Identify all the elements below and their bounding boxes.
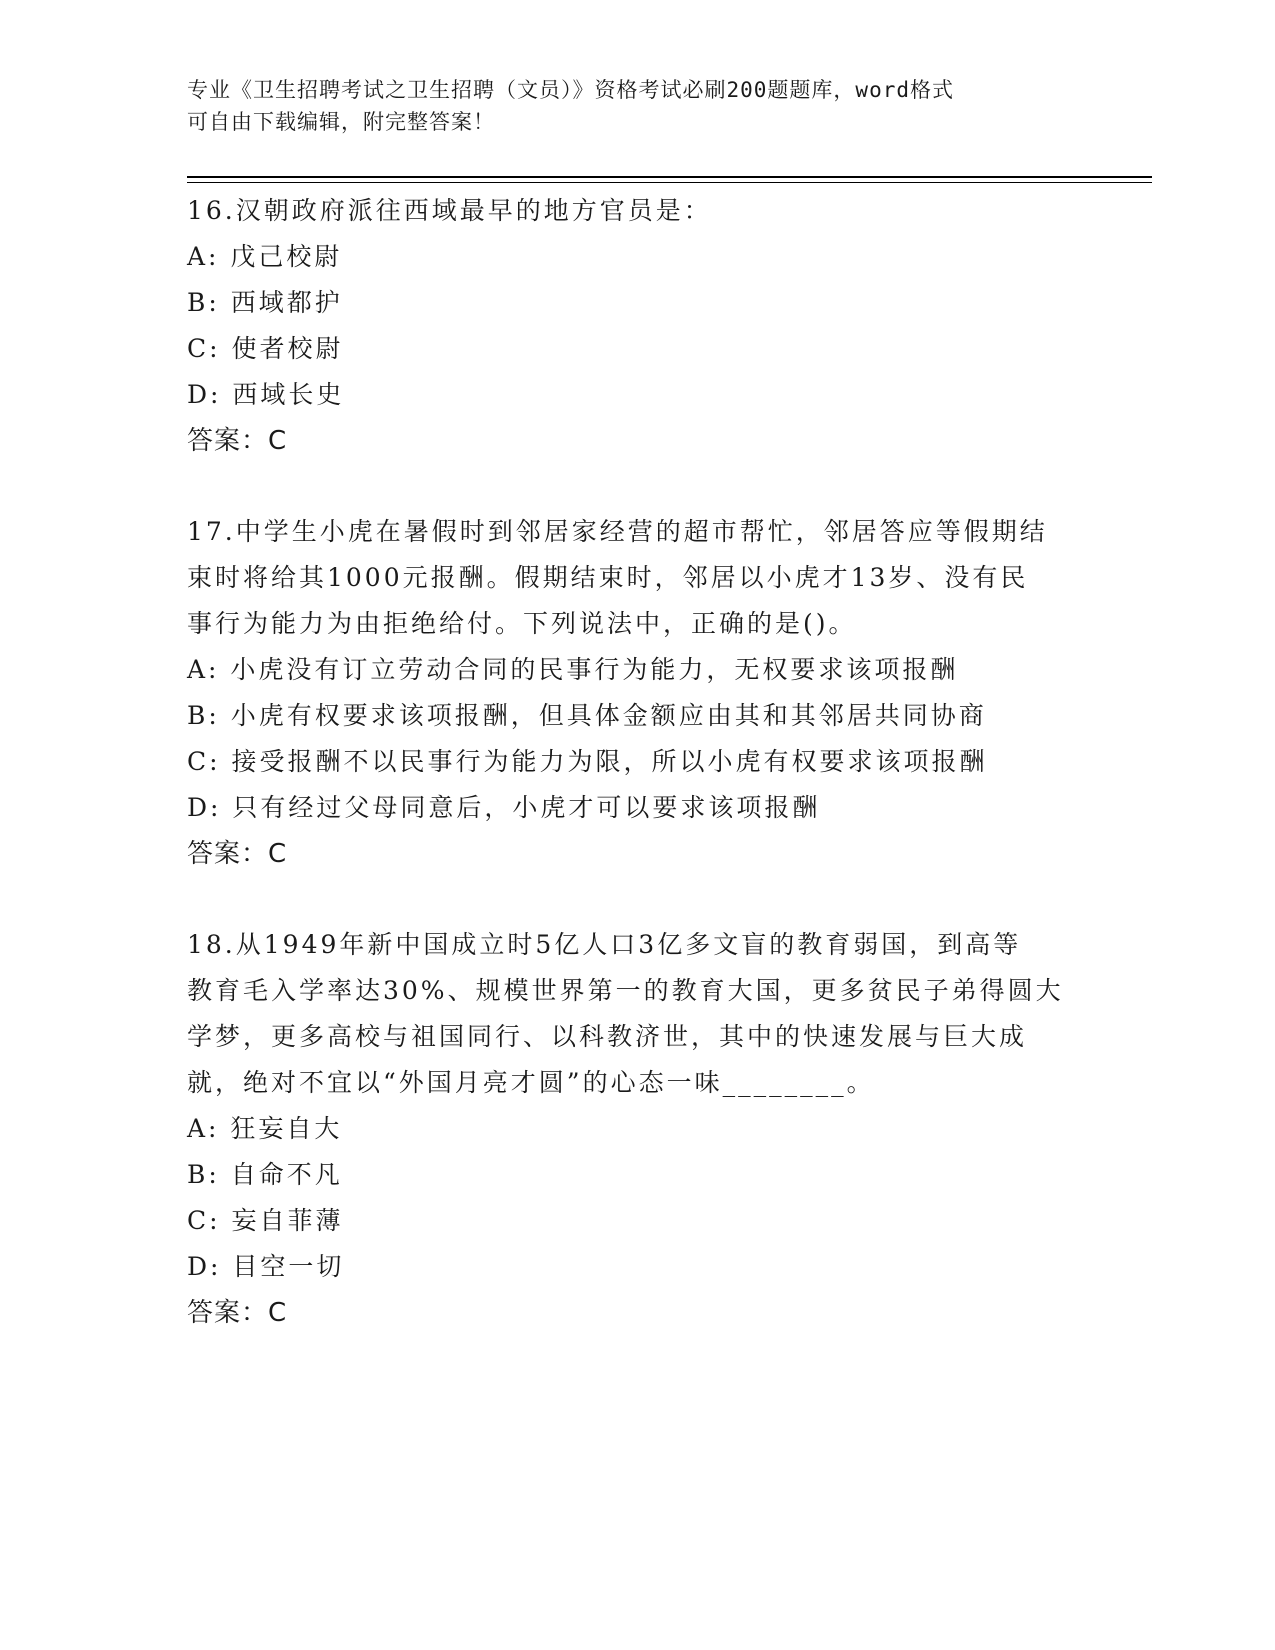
question-17 <box>187 509 1087 877</box>
header-divider-thin <box>187 182 1152 183</box>
option-d: D: 西域长史 <box>187 380 345 409</box>
question-stem-line-1: 17.中学生小虎在暑假时到邻居家经营的超市帮忙，邻居答应等假期结 <box>187 517 1048 546</box>
option-b: B: 自命不凡 <box>187 1160 343 1189</box>
document-header <box>187 74 1087 138</box>
header-divider-thick <box>187 176 1152 178</box>
question-18 <box>187 922 1087 1336</box>
option-a: A: 狂妄自大 <box>187 1114 343 1143</box>
answer-line: 答案：C <box>187 839 288 869</box>
question-stem-line-1: 18.从1949年新中国成立时5亿人口3亿多文盲的教育弱国，到高等 <box>187 930 1022 959</box>
question-stem: 16.汉朝政府派往西域最早的地方官员是： <box>187 196 712 225</box>
question-stem-line-4: 就，绝对不宜以“外国月亮才圆”的心态一味________。 <box>187 1068 875 1097</box>
question-stem-line-2: 束时将给其1000元报酬。假期结束时，邻居以小虎才13岁、没有民 <box>187 563 1029 592</box>
option-d: D: 只有经过父母同意后，小虎才可以要求该项报酬 <box>187 793 821 822</box>
option-d: D: 目空一切 <box>187 1252 345 1281</box>
option-c: C: 接受报酬不以民事行为能力为限，所以小虎有权要求该项报酬 <box>187 747 988 776</box>
option-b: B: 西域都护 <box>187 288 343 317</box>
question-stem-line-3: 学梦，更多高校与祖国同行、以科教济世，其中的快速发展与巨大成 <box>187 1022 1028 1051</box>
answer-line: 答案：C <box>187 426 288 456</box>
option-a: A: 戊己校尉 <box>187 242 343 271</box>
header-line-1: 专业《卫生招聘考试之卫生招聘（文员）》资格考试必刷200题题库，word格式 <box>187 78 954 102</box>
question-stem-line-3: 事行为能力为由拒绝给付。下列说法中，正确的是()。 <box>187 609 857 638</box>
answer-line: 答案：C <box>187 1298 288 1328</box>
option-b: B: 小虎有权要求该项报酬，但具体金额应由其和其邻居共同协商 <box>187 701 987 730</box>
option-c: C: 使者校尉 <box>187 334 344 363</box>
option-a: A: 小虎没有订立劳动合同的民事行为能力，无权要求该项报酬 <box>187 655 959 684</box>
question-stem-line-2: 教育毛入学率达30%、规模世界第一的教育大国，更多贫民子弟得圆大 <box>187 976 1064 1005</box>
option-c: C: 妄自菲薄 <box>187 1206 344 1235</box>
question-16 <box>187 188 1087 464</box>
header-line-2: 可自由下载编辑，附完整答案！ <box>187 110 495 134</box>
